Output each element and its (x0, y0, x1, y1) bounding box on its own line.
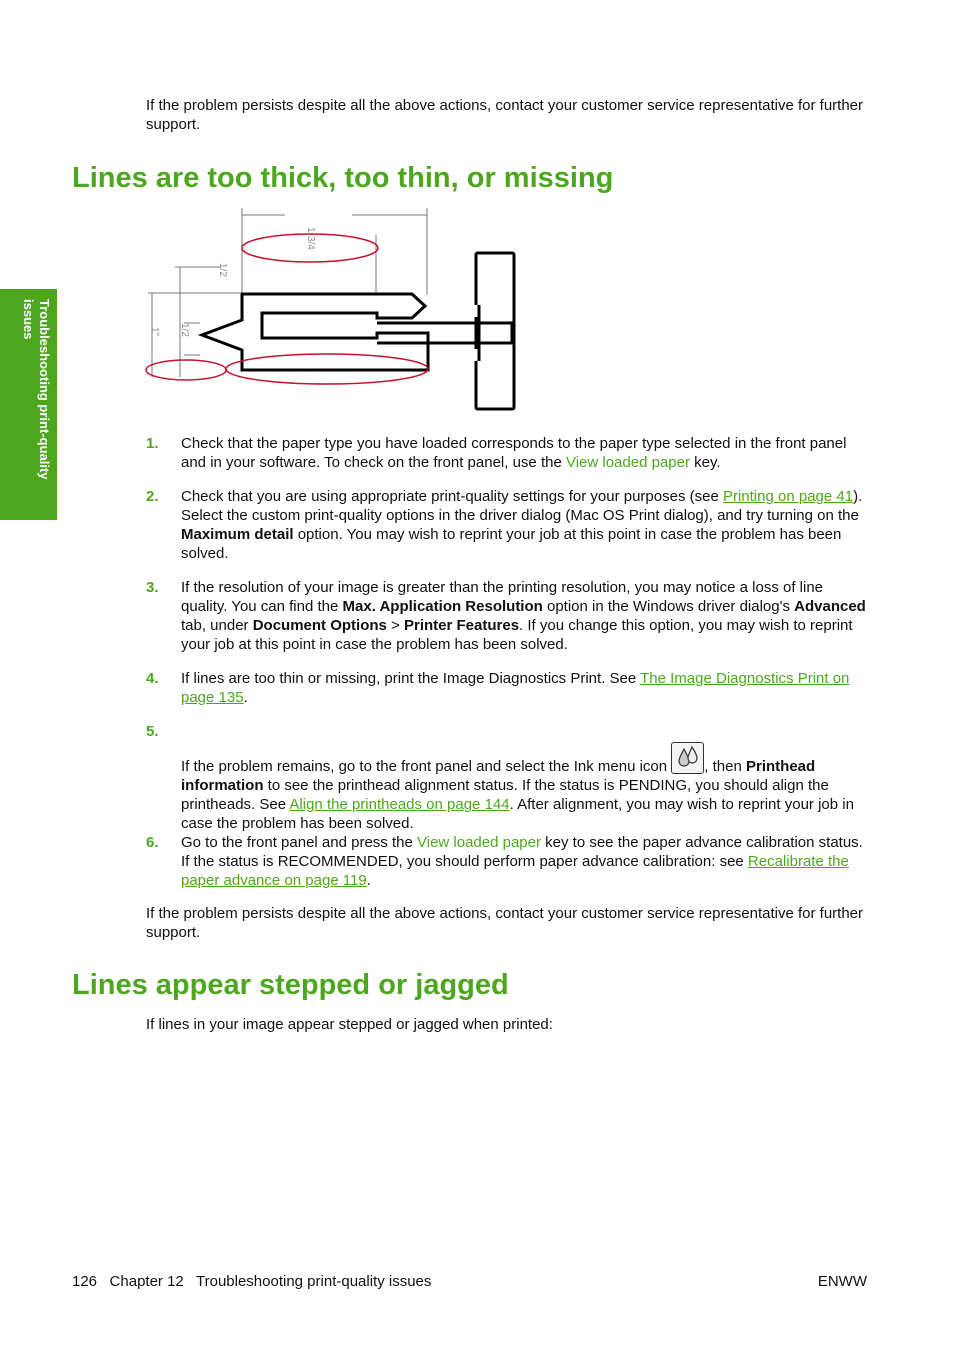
side-chapter-tab-label: Troubleshooting print-quality issues (21, 299, 52, 480)
step-text: If the problem remains, go to the front panel and select the Ink menu icon (181, 758, 672, 775)
step-text: If the resolution of your image is greater than the printing resolution, you may notice a loss of line quality. You can find the (181, 579, 824, 615)
advanced-tab-label: Advanced (794, 598, 866, 615)
step-number: 2. (146, 488, 159, 505)
step-text: If lines are too thin or missing, print the Image Diagnostics Print. See (181, 670, 641, 687)
step-text: ). Select the custom print-quality options in the driver dialog (Mac OS Print dialog), and try turning on the (181, 488, 863, 524)
footer-left (72, 1272, 431, 1291)
step-text: . (243, 689, 248, 706)
step-text: . After alignment, you may wish to reprint your job in case the problem has been solved. (181, 796, 854, 832)
step-number: 4. (146, 670, 159, 687)
step-number: 6. (146, 834, 159, 851)
footer-chapter-title: Troubleshooting print-quality issues (196, 1273, 432, 1290)
footer-chapter: Chapter 12 (109, 1273, 184, 1290)
step-text: to see the printhead alignment status. If the status is PENDING, you should align the printheads. See (181, 777, 829, 813)
side-chapter-tab (0, 289, 57, 520)
step-number: 5. (146, 723, 159, 740)
diagram-label-inch: 1" (149, 327, 160, 337)
footer-right: ENWW (817, 1273, 867, 1290)
printhead-information-option: Printhead information (181, 758, 816, 794)
step-text: . (366, 872, 371, 889)
step-4 (146, 669, 870, 706)
maximum-detail-option: Maximum detail (181, 526, 294, 543)
step-6 (146, 833, 870, 887)
image-diagnostics-link[interactable]: The Image Diagnostics Print on page 135 (181, 670, 850, 706)
step-text: key to see the paper advance calibration status. If the status is RECOMMENDED, you should perform paper advance calibration: see (181, 834, 863, 870)
step-text: option. You may wish to reprint your job at this point in case the problem has been solved. (181, 526, 842, 562)
align-printheads-link[interactable]: Align the printheads on page 144 (289, 796, 510, 813)
view-loaded-paper-key: View loaded paper (565, 454, 690, 471)
step-1 (146, 434, 870, 471)
document-options-label: Document Options (252, 617, 387, 634)
step-number: 1. (146, 435, 159, 452)
step-text: , then (704, 758, 746, 775)
diagram-label-top: 1-3/4 (305, 227, 316, 250)
printer-features-label: Printer Features (404, 617, 520, 634)
ink-menu-icon (671, 742, 704, 774)
section2-intro: If lines in your image appear stepped or jagged when printed: (146, 1016, 553, 1033)
step-text: > (386, 617, 404, 634)
section-title-stepped-jagged: Lines appear stepped or jagged (72, 969, 509, 1001)
printing-link[interactable]: Printing on page 41 (722, 488, 854, 505)
step-2 (146, 487, 870, 562)
step-text: Check that you are using appropriate print-quality settings for your purposes (see (181, 488, 723, 505)
step-number: 3. (146, 579, 159, 596)
step-5 (146, 722, 870, 832)
step-text: key. (689, 454, 721, 471)
view-loaded-paper-key: View loaded paper (417, 834, 541, 851)
step-text: option in the Windows driver dialog's (542, 598, 795, 615)
intro-paragraph: If the problem persists despite all the above actions, contact your customer service representative for further support. (146, 97, 864, 133)
diagram-label-upper-half: 1/2 (217, 263, 228, 277)
diagram-label-lower-half: 1/2 (179, 323, 190, 337)
line-thickness-diagram (140, 205, 530, 415)
page-number: 126 (72, 1273, 98, 1290)
step-text: . If you change this option, you may wish to reprint your job at this point in case the problem has been solved. (181, 617, 853, 653)
step-3 (146, 578, 870, 653)
max-application-resolution-option: Max. Application Resolution (342, 598, 543, 615)
section-title-lines-thick-thin: Lines are too thick, too thin, or missing (72, 162, 614, 194)
step-text: Check that the paper type you have loaded corresponds to the paper type selected in the front panel and in your software. To check on the front panel, use the (181, 435, 847, 471)
step-text: Go to the front panel and press the (181, 834, 417, 851)
step-text: tab, under (181, 617, 253, 634)
recalibrate-paper-advance-link[interactable]: Recalibrate the paper advance on page 119 (181, 853, 849, 889)
closing-paragraph: If the problem persists despite all the above actions, contact your customer service representative for further support. (146, 905, 864, 941)
troubleshooting-steps (146, 434, 870, 887)
